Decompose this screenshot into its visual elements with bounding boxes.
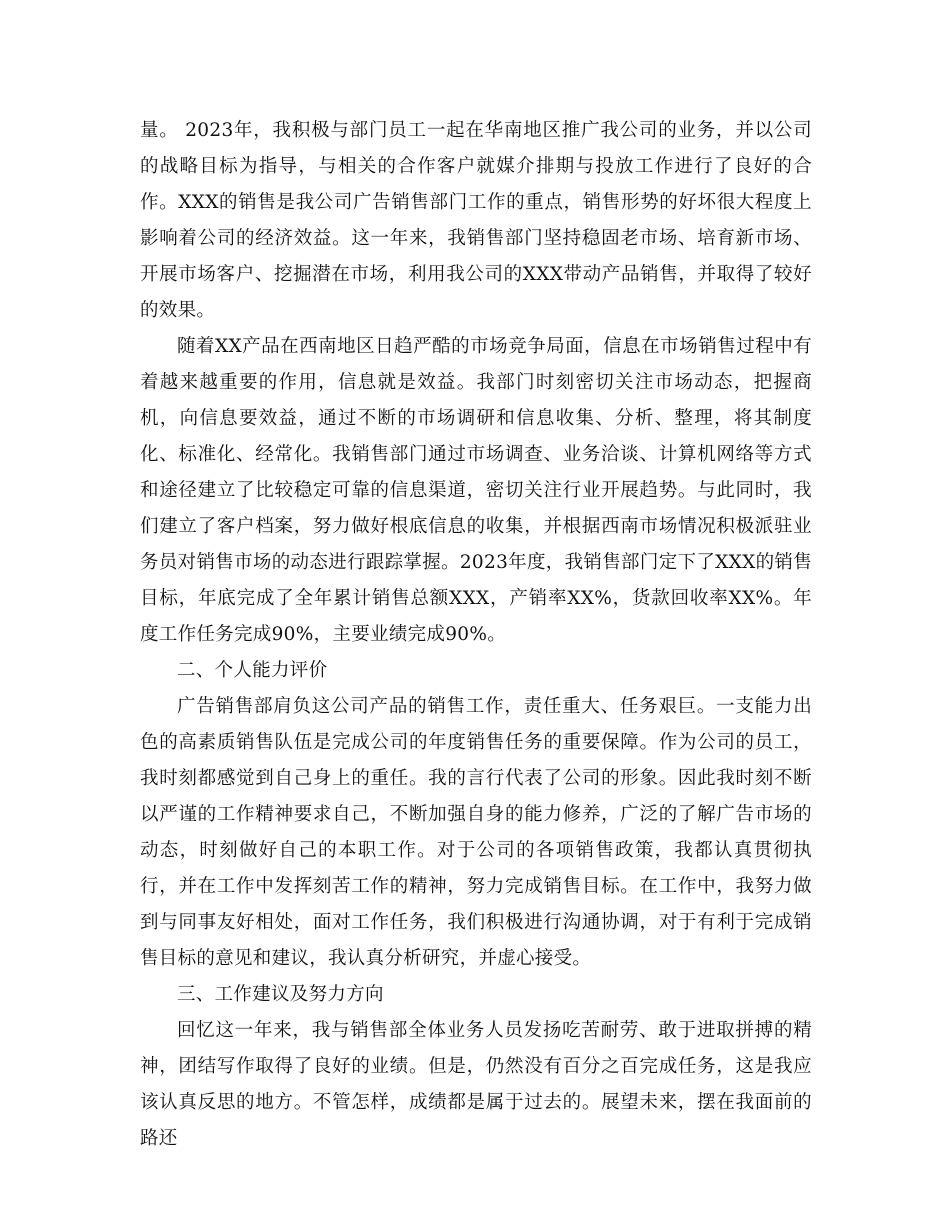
paragraph-market-information: 随着XX产品在西南地区日趋严酷的市场竞争局面，信息在市场销售过程中有着越来越重要的作用，信息就是效益。我部门时刻密切关注市场动态，把握商机，向信息要效益，通过不断的市场调研和信息收集、分析、整理，将其制度化、标准化、经常化。我销售部门通过市场调查、业务洽谈、计算机网络等方式和途径建立了比较稳定可靠的信息渠道，密切关注行业开展趋势。与此同时，我们建立了客户档案，努力做好根底信息的收集，并根据西南市场情况积极派驻业务员对销售市场的动态进行跟踪掌握。2023年度，我销售部门定下了XXX的销售目标，年底完成了全年累计销售总额XXX，产销率XX%，货款回收率XX%。年度工作任务完成90%，主要业绩完成90%。 xyxy=(140,336,812,645)
document-body xyxy=(140,113,812,1157)
section-heading-personal-ability: 二、个人能力评价 xyxy=(177,660,328,681)
paragraph-work-suggestions: 回忆这一年来，我与销售部全体业务人员发扬吃苦耐劳、敢于进取拼搏的精神，团结写作取得了良好的业绩。但是，仍然没有百分之百完成任务，这是我应该认真反思的地方。不管怎样，成绩都是属于过去的。展望未来，摆在我面前的路还 xyxy=(140,1020,812,1149)
paragraph-personal-ability: 广告销售部肩负这公司产品的销售工作，责任重大、任务艰巨。一支能力出色的高素质销售队伍是完成公司的年度销售任务的重要保障。作为公司的员工，我时刻都感觉到自己身上的重任。我的言行代表了公司的形象。因此我时刻不断以严谨的工作精神要求自己，不断加强自身的能力修养，广泛的了解广告市场的动态，时刻做好自己的本职工作。对于公司的各项销售政策，我都认真贯彻执行，并在工作中发挥刻苦工作的精神，努力完成销售目标。在工作中，我努力做到与同事友好相处，面对工作任务，我们积极进行沟通协调，对于有利于完成销售目标的意见和建议，我认真分析研究，并虚心接受。 xyxy=(140,696,812,969)
section-heading-work-suggestions: 三、工作建议及努力方向 xyxy=(177,984,384,1005)
paragraph-sales-overview: 量。 2023年，我积极与部门员工一起在华南地区推广我公司的业务，并以公司的战略目标为指导，与相关的合作客户就媒介排期与投放工作进行了良好的合作。XXX的销售是我公司广告销售部门工作的重点，销售形势的好坏很大程度上影响着公司的经济效益。这一年来，我销售部门坚持稳固老市场、培育新市场、开展市场客户、挖掘潜在市场，利用我公司的XXX带动产品销售，并取得了较好的效果。 xyxy=(140,120,812,321)
